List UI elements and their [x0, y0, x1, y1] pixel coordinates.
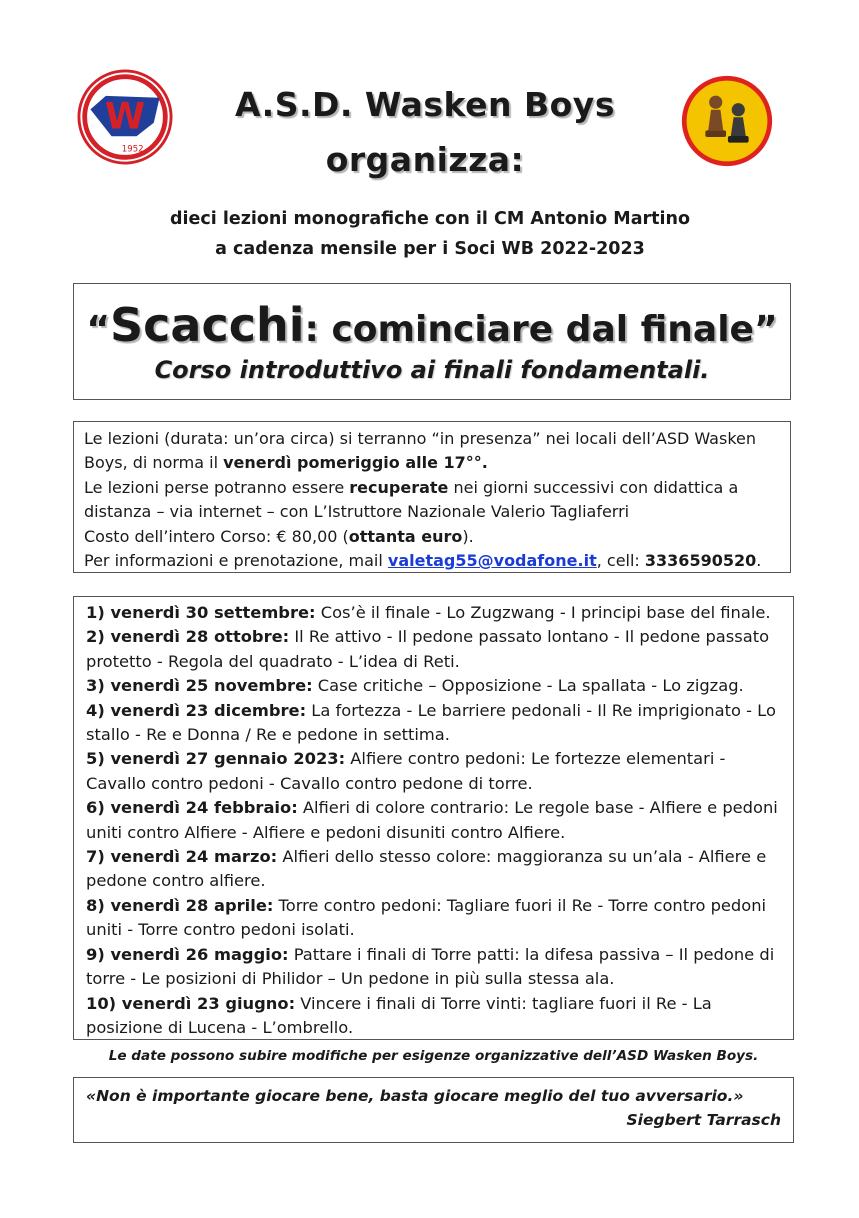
course-title-main: Scacchi — [110, 298, 305, 352]
page-title: A.S.D. Wasken Boys — [235, 85, 615, 124]
chess-pawns-logo — [680, 74, 774, 168]
logo-letter: W — [104, 94, 146, 138]
open-quote: “ — [86, 309, 111, 350]
subtitle — [120, 204, 740, 264]
subtitle-line: dieci lezioni monografiche con il CM Antonio Martino — [169, 209, 690, 229]
info-box — [73, 421, 791, 573]
info-recovery: Le lezioni perse potranno essere recuperate nei giorni successivi con didattica a distanza – via internet – con L’Istruttore Nazionale Valerio Tagliaferri — [84, 477, 739, 522]
lesson-item: 7) venerdì 24 marzo: Alfieri dello stesso colore: maggioranza su un’ala - Alfiere e pedone contro alfiere. — [86, 847, 767, 891]
lesson-item: 8) venerdì 28 aprile: Torre contro pedoni: Tagliare fuori il Re - Torre contro pedoni uniti - Torre contro pedoni isolati. — [86, 895, 767, 940]
email-link[interactable]: valetag55@vodafone.it — [387, 551, 597, 571]
lesson-item: 1) venerdì 30 settembre: Cos’è il finale - Lo Zugzwang - I principi base del finale. — [86, 603, 771, 622]
schedule-note: Le date possono subire modifiche per esigenze organizzative dell’ASD Wasken Boys. — [108, 1048, 759, 1064]
info-cost: Costo dell’intero Corso: € 80,00 (ottanta euro). — [84, 526, 474, 546]
lesson-item: 9) venerdì 26 maggio: Pattare i finali di Torre patti: la difesa passiva – Il pedone di torre - Le posizioni di Philidor – Un pedone in più sulla stessa ala. — [86, 944, 775, 989]
quote-box — [73, 1077, 794, 1143]
lesson-item: 5) venerdì 27 gennaio 2023: Alfiere contro pedoni: Le fortezze elementari - Cavallo contro pedoni - Cavallo contro pedone di torre. — [86, 749, 726, 793]
course-subtitle: Corso introduttivo ai finali fondamentali. — [154, 356, 710, 384]
subtitle-line: a cadenza mensile per i Soci WB 2022-2023 — [215, 239, 645, 259]
course-title — [74, 298, 790, 352]
lessons-box — [73, 596, 794, 1040]
lesson-item: 4) venerdì 23 dicembre: La fortezza - Le barriere pedonali - Il Re imprigionato - Lo stallo - Re e Donna / Re e pedone in settima. — [86, 700, 776, 745]
lesson-item: 10) venerdì 23 giugno: Vincere i finali di Torre vinti: tagliare fuori il Re - La posizione di Lucena - L’ombrello. — [86, 993, 712, 1037]
quote-author: Siegbert Tarrasch — [626, 1111, 781, 1129]
course-title-box — [73, 283, 791, 400]
organizza-heading: organizza: — [325, 140, 525, 179]
lesson-item: 3) venerdì 25 novembre: Case critiche – Opposizione - La spallata - Lo zigzag. — [86, 676, 744, 696]
info-schedule: Le lezioni (durata: un’ora circa) si terranno “in presenza” nei locali dell’ASD Wasken Boys, di norma il venerdì pomeriggio alle 17°°. — [84, 429, 756, 473]
wasken-boys-logo — [77, 69, 173, 165]
quote-text: «Non è importante giocare bene, basta giocare meglio del tuo avversario.» — [86, 1087, 744, 1105]
course-title-rest: : cominciare dal finale” — [304, 309, 778, 350]
lesson-item: 2) venerdì 28 ottobre: Il Re attivo - Il pedone passato lontano - Il pedone passato protetto - Regola del quadrato - L’idea di Reti. — [86, 627, 770, 671]
phone-number: 3336590520 — [644, 551, 757, 571]
logo-year: 1952 — [121, 144, 144, 155]
info-contact: Per informazioni e prenotazione, mail valetag55@vodafone.it, cell: 3336590520. — [84, 551, 762, 571]
lesson-item: 6) venerdì 24 febbraio: Alfieri di colore contrario: Le regole base - Alfiere e pedoni uniti contro Alfiere - Alfiere e pedoni disuniti contro Alfiere. — [86, 798, 778, 842]
